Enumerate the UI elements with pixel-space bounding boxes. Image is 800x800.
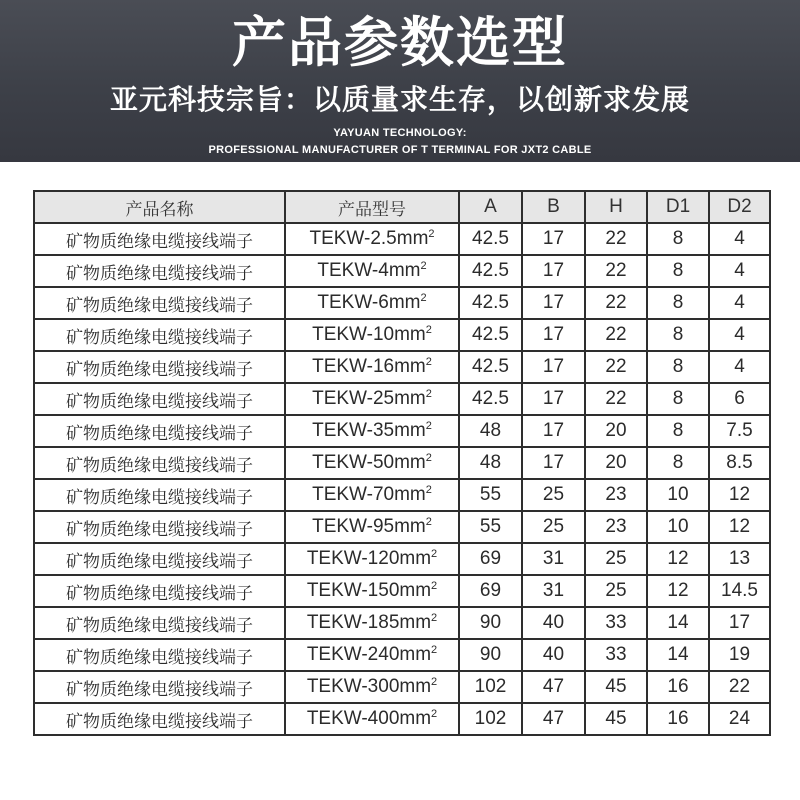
cell-h: 23 bbox=[585, 511, 647, 543]
cell-d2: 12 bbox=[709, 511, 770, 543]
cell-d2: 4 bbox=[709, 287, 770, 319]
cell-h: 33 bbox=[585, 607, 647, 639]
cell-h: 33 bbox=[585, 639, 647, 671]
unit-superscript: 2 bbox=[431, 676, 438, 688]
cell-b: 25 bbox=[522, 479, 585, 511]
cell-model bbox=[285, 319, 459, 351]
cell-d1: 16 bbox=[647, 671, 709, 703]
table-row bbox=[34, 287, 770, 319]
cell-d1: 10 bbox=[647, 479, 709, 511]
cell-product-name: 矿物质绝缘电缆接线端子 bbox=[34, 383, 285, 415]
cell-a: 48 bbox=[459, 447, 522, 479]
model-text: TEKW-2.5mm bbox=[309, 228, 429, 249]
unit-superscript: 2 bbox=[425, 452, 432, 464]
cell-d1: 8 bbox=[647, 287, 709, 319]
cell-h: 22 bbox=[585, 383, 647, 415]
cell-h: 22 bbox=[585, 255, 647, 287]
cell-product-name: 矿物质绝缘电缆接线端子 bbox=[34, 415, 285, 447]
table-row bbox=[34, 351, 770, 383]
table-row bbox=[34, 255, 770, 287]
model-text: TEKW-10mm bbox=[312, 324, 426, 345]
column-header-d1: D1 bbox=[647, 191, 709, 223]
cell-d1: 14 bbox=[647, 607, 709, 639]
cell-a: 42.5 bbox=[459, 383, 522, 415]
cell-d1: 8 bbox=[647, 255, 709, 287]
cell-d2: 12 bbox=[709, 479, 770, 511]
cell-model bbox=[285, 703, 459, 735]
cell-model bbox=[285, 351, 459, 383]
cell-b: 17 bbox=[522, 287, 585, 319]
cell-d2: 4 bbox=[709, 319, 770, 351]
cell-d1: 8 bbox=[647, 383, 709, 415]
cell-d1: 8 bbox=[647, 223, 709, 255]
unit-superscript: 2 bbox=[425, 484, 432, 496]
unit-superscript: 2 bbox=[431, 580, 438, 592]
cell-a: 90 bbox=[459, 639, 522, 671]
cell-product-name: 矿物质绝缘电缆接线端子 bbox=[34, 319, 285, 351]
unit-superscript: 2 bbox=[420, 292, 427, 304]
cell-a: 48 bbox=[459, 415, 522, 447]
cell-b: 17 bbox=[522, 319, 585, 351]
cell-a: 42.5 bbox=[459, 319, 522, 351]
english-tagline-line2: PROFESSIONAL MANUFACTURER OF T TERMINAL FOR JXT2 CABLE bbox=[208, 144, 592, 156]
cell-b: 40 bbox=[522, 639, 585, 671]
model-text: TEKW-6mm bbox=[317, 292, 421, 313]
unit-superscript: 2 bbox=[425, 420, 432, 432]
cell-b: 17 bbox=[522, 447, 585, 479]
parameter-table-container bbox=[33, 190, 769, 736]
model-text: TEKW-16mm bbox=[312, 356, 426, 377]
cell-h: 22 bbox=[585, 223, 647, 255]
english-tagline-line1: YAYUAN TECHNOLOGY: bbox=[333, 127, 467, 139]
model-text: TEKW-25mm bbox=[312, 388, 426, 409]
cell-model bbox=[285, 287, 459, 319]
cell-model bbox=[285, 607, 459, 639]
cell-a: 42.5 bbox=[459, 287, 522, 319]
cell-product-name: 矿物质绝缘电缆接线端子 bbox=[34, 543, 285, 575]
cell-d1: 12 bbox=[647, 543, 709, 575]
cell-a: 102 bbox=[459, 703, 522, 735]
cell-d2: 7.5 bbox=[709, 415, 770, 447]
cell-d1: 16 bbox=[647, 703, 709, 735]
cell-h: 22 bbox=[585, 287, 647, 319]
cell-d2: 22 bbox=[709, 671, 770, 703]
cell-b: 31 bbox=[522, 575, 585, 607]
unit-superscript: 2 bbox=[428, 228, 435, 240]
cell-h: 22 bbox=[585, 319, 647, 351]
model-text: TEKW-95mm bbox=[312, 516, 426, 537]
table-row bbox=[34, 703, 770, 735]
unit-superscript: 2 bbox=[431, 644, 438, 656]
cell-a: 42.5 bbox=[459, 351, 522, 383]
cell-product-name: 矿物质绝缘电缆接线端子 bbox=[34, 351, 285, 383]
table-row bbox=[34, 511, 770, 543]
cell-product-name: 矿物质绝缘电缆接线端子 bbox=[34, 255, 285, 287]
unit-superscript: 2 bbox=[431, 612, 438, 624]
cell-h: 20 bbox=[585, 447, 647, 479]
cell-a: 69 bbox=[459, 575, 522, 607]
cell-model bbox=[285, 447, 459, 479]
cell-d2: 19 bbox=[709, 639, 770, 671]
cell-b: 40 bbox=[522, 607, 585, 639]
cell-a: 55 bbox=[459, 479, 522, 511]
company-slogan: 亚元科技宗旨：以质量求生存，以创新求发展 bbox=[109, 83, 690, 116]
model-text: TEKW-300mm bbox=[306, 676, 432, 697]
cell-d2: 4 bbox=[709, 223, 770, 255]
column-header-b: B bbox=[522, 191, 585, 223]
table-row bbox=[34, 447, 770, 479]
cell-product-name: 矿物质绝缘电缆接线端子 bbox=[34, 479, 285, 511]
unit-superscript: 2 bbox=[431, 708, 438, 720]
cell-h: 23 bbox=[585, 479, 647, 511]
unit-superscript: 2 bbox=[425, 516, 432, 528]
cell-model bbox=[285, 511, 459, 543]
cell-d2: 4 bbox=[709, 255, 770, 287]
table-row bbox=[34, 319, 770, 351]
cell-h: 20 bbox=[585, 415, 647, 447]
model-text: TEKW-240mm bbox=[306, 644, 432, 665]
cell-d1: 8 bbox=[647, 447, 709, 479]
cell-d2: 13 bbox=[709, 543, 770, 575]
unit-superscript: 2 bbox=[431, 548, 438, 560]
cell-h: 45 bbox=[585, 671, 647, 703]
cell-d1: 8 bbox=[647, 319, 709, 351]
model-text: TEKW-120mm bbox=[306, 548, 432, 569]
cell-b: 17 bbox=[522, 351, 585, 383]
model-text: TEKW-70mm bbox=[312, 484, 426, 505]
cell-d2: 14.5 bbox=[709, 575, 770, 607]
cell-product-name: 矿物质绝缘电缆接线端子 bbox=[34, 671, 285, 703]
unit-superscript: 2 bbox=[425, 388, 432, 400]
cell-model bbox=[285, 255, 459, 287]
table-header-row bbox=[34, 191, 770, 223]
cell-d2: 17 bbox=[709, 607, 770, 639]
column-header-h: H bbox=[585, 191, 647, 223]
cell-h: 45 bbox=[585, 703, 647, 735]
cell-b: 47 bbox=[522, 671, 585, 703]
table-row bbox=[34, 575, 770, 607]
cell-a: 42.5 bbox=[459, 223, 522, 255]
cell-b: 47 bbox=[522, 703, 585, 735]
cell-b: 31 bbox=[522, 543, 585, 575]
table-body bbox=[34, 223, 770, 735]
page-header bbox=[0, 0, 800, 162]
table-row bbox=[34, 543, 770, 575]
table-row bbox=[34, 383, 770, 415]
cell-product-name: 矿物质绝缘电缆接线端子 bbox=[34, 607, 285, 639]
cell-b: 25 bbox=[522, 511, 585, 543]
model-text: TEKW-185mm bbox=[306, 612, 432, 633]
table-row bbox=[34, 479, 770, 511]
cell-product-name: 矿物质绝缘电缆接线端子 bbox=[34, 223, 285, 255]
cell-h: 25 bbox=[585, 543, 647, 575]
table-row bbox=[34, 639, 770, 671]
cell-a: 90 bbox=[459, 607, 522, 639]
unit-superscript: 2 bbox=[425, 356, 432, 368]
table-row bbox=[34, 607, 770, 639]
column-header-product-name: 产品名称 bbox=[34, 191, 285, 223]
table-row bbox=[34, 415, 770, 447]
table-row bbox=[34, 671, 770, 703]
cell-product-name: 矿物质绝缘电缆接线端子 bbox=[34, 287, 285, 319]
model-text: TEKW-400mm bbox=[306, 708, 432, 729]
page-title: 产品参数选型 bbox=[232, 11, 568, 74]
cell-product-name: 矿物质绝缘电缆接线端子 bbox=[34, 447, 285, 479]
cell-h: 22 bbox=[585, 351, 647, 383]
column-header-a: A bbox=[459, 191, 522, 223]
cell-d1: 10 bbox=[647, 511, 709, 543]
model-text: TEKW-50mm bbox=[312, 452, 426, 473]
cell-model bbox=[285, 671, 459, 703]
cell-a: 42.5 bbox=[459, 255, 522, 287]
cell-d2: 6 bbox=[709, 383, 770, 415]
unit-superscript: 2 bbox=[420, 260, 427, 272]
cell-d1: 12 bbox=[647, 575, 709, 607]
cell-a: 55 bbox=[459, 511, 522, 543]
cell-d2: 4 bbox=[709, 351, 770, 383]
column-header-d2: D2 bbox=[709, 191, 770, 223]
column-header-model: 产品型号 bbox=[285, 191, 459, 223]
table-row bbox=[34, 223, 770, 255]
cell-a: 69 bbox=[459, 543, 522, 575]
cell-model bbox=[285, 479, 459, 511]
cell-b: 17 bbox=[522, 415, 585, 447]
cell-a: 102 bbox=[459, 671, 522, 703]
unit-superscript: 2 bbox=[425, 324, 432, 336]
cell-b: 17 bbox=[522, 383, 585, 415]
cell-b: 17 bbox=[522, 255, 585, 287]
cell-b: 17 bbox=[522, 223, 585, 255]
cell-model bbox=[285, 575, 459, 607]
model-text: TEKW-150mm bbox=[306, 580, 432, 601]
cell-d1: 14 bbox=[647, 639, 709, 671]
model-text: TEKW-35mm bbox=[312, 420, 426, 441]
parameter-table bbox=[33, 190, 771, 736]
cell-product-name: 矿物质绝缘电缆接线端子 bbox=[34, 511, 285, 543]
cell-model bbox=[285, 639, 459, 671]
cell-d1: 8 bbox=[647, 351, 709, 383]
cell-product-name: 矿物质绝缘电缆接线端子 bbox=[34, 639, 285, 671]
cell-model bbox=[285, 415, 459, 447]
cell-model bbox=[285, 543, 459, 575]
cell-h: 25 bbox=[585, 575, 647, 607]
model-text: TEKW-4mm bbox=[317, 260, 421, 281]
cell-d1: 8 bbox=[647, 415, 709, 447]
cell-d2: 24 bbox=[709, 703, 770, 735]
cell-product-name: 矿物质绝缘电缆接线端子 bbox=[34, 703, 285, 735]
cell-product-name: 矿物质绝缘电缆接线端子 bbox=[34, 575, 285, 607]
cell-model bbox=[285, 223, 459, 255]
cell-model bbox=[285, 383, 459, 415]
cell-d2: 8.5 bbox=[709, 447, 770, 479]
